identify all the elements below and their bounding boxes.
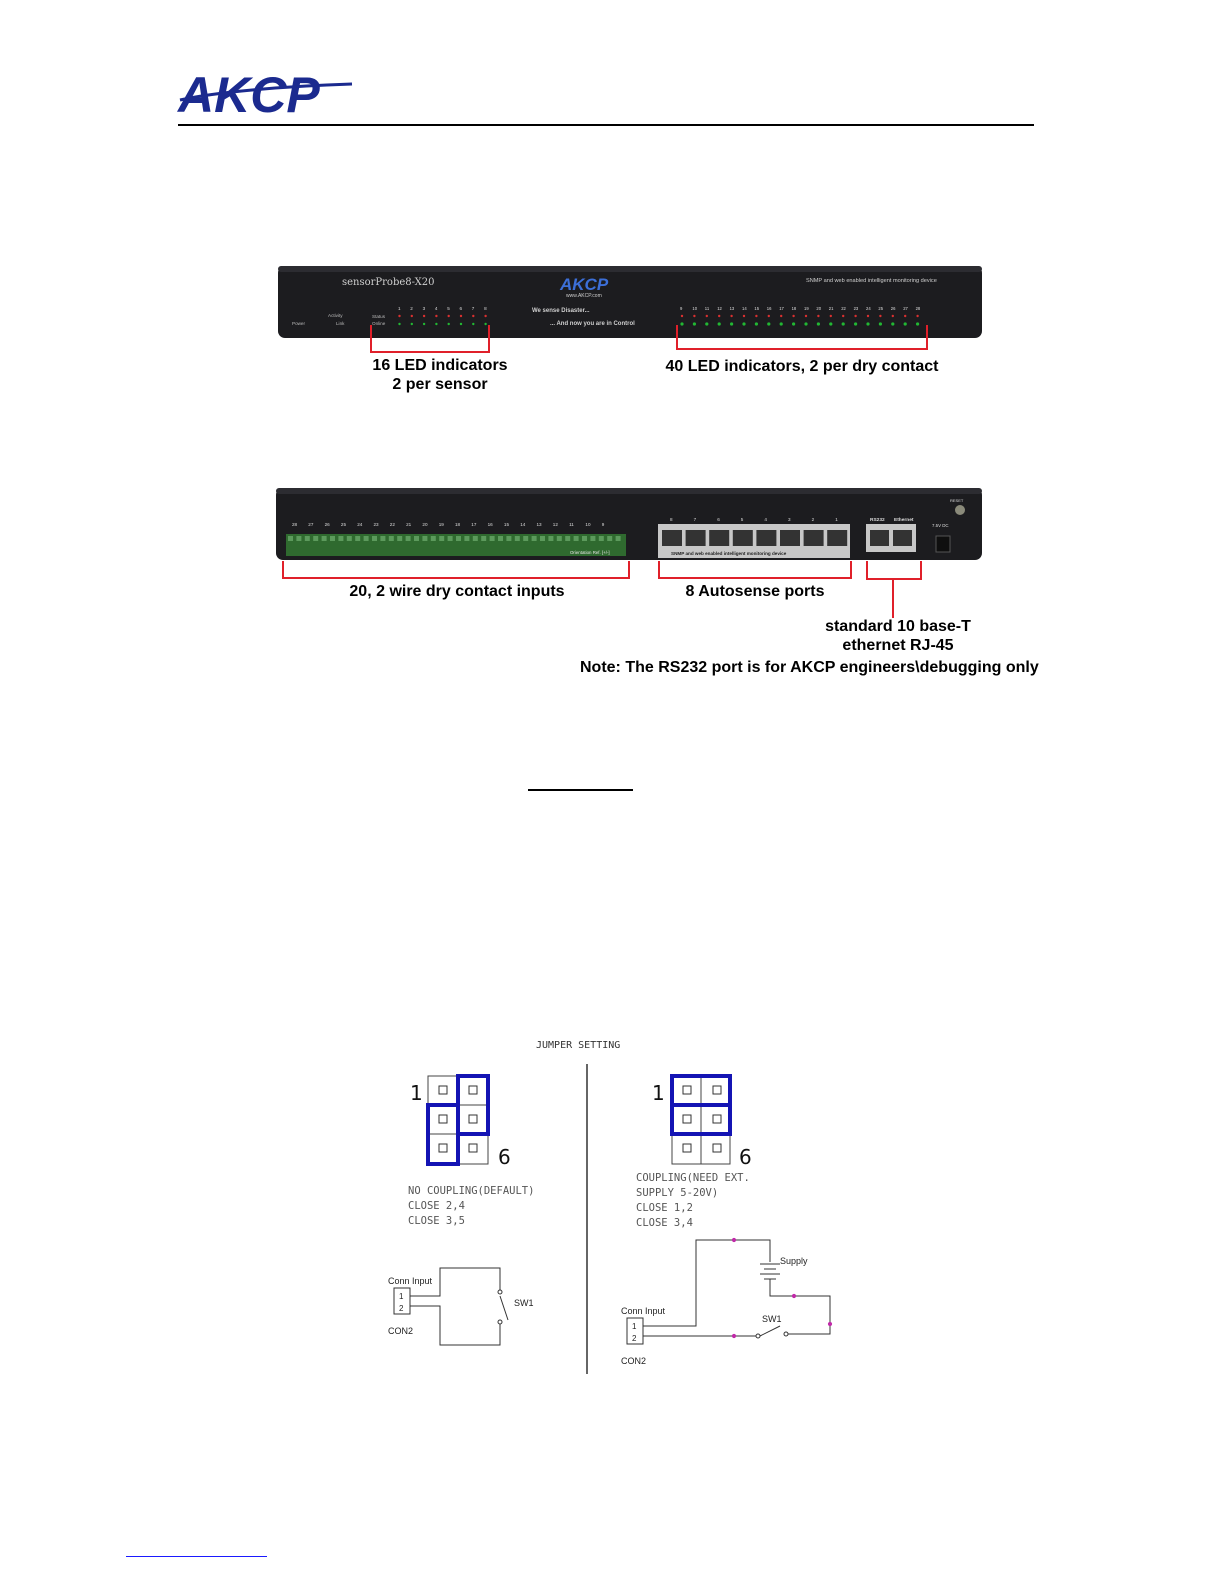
terminal-number: 21 [406,522,412,527]
terminal-number: 13 [536,522,542,527]
header-pin [439,1115,447,1123]
sensor-led-red [484,315,486,317]
bracket-dry-contacts [282,561,630,579]
header-pin [469,1115,477,1123]
contact-led-red [879,315,881,317]
header-pin [713,1144,721,1152]
port-number: 8 [670,517,673,522]
contact-led-red [730,315,732,317]
terminal-number: 9 [601,522,605,527]
left-setting-line-3: CLOSE 3,5 [408,1215,465,1227]
terminal-number: 28 [292,522,298,527]
contact-number: 12 [717,306,722,311]
callout-ethernet-line1: standard 10 base-T [825,618,971,635]
terminal-pin [322,536,327,541]
terminal-pin [557,536,562,541]
panel-slogan-1: We sense Disaster... [532,308,590,314]
terminal-pin [313,536,318,541]
terminal-number: 10 [585,522,591,527]
left-pin-1-label: 1 [410,1081,423,1105]
right-pin-6-label: 6 [739,1145,752,1169]
callout-ethernet [798,617,998,655]
label-power: Power [292,321,306,326]
terminal-pin [473,536,478,541]
terminal-pin [490,536,495,541]
contact-led-red [916,315,918,317]
terminal-pin [607,536,612,541]
terminal-pin [532,536,537,541]
header-pin [713,1115,721,1123]
terminal-pin [288,536,293,541]
port-number: 1 [835,517,838,522]
header-pin [683,1115,691,1123]
right-setting-line-2: SUPPLY 5-20V) [636,1187,719,1199]
sensor-led-red [435,315,437,317]
terminal-pin [456,536,461,541]
label-online: Online [372,321,386,326]
terminal-pin [481,536,486,541]
terminal-pin [515,536,520,541]
contact-number: 11 [704,306,710,311]
terminal-pin [565,536,570,541]
callout-sensor-leds-line1: 16 LED indicators [372,357,508,374]
label-activity: Activity [328,313,343,318]
port-number: 2 [811,517,815,522]
terminal-pin [305,536,310,541]
terminal-pin [364,536,369,541]
port-number: 5 [740,517,744,522]
contact-led-red [904,315,906,317]
panel-brand: AKCP [560,275,609,294]
port-number: 3 [788,517,791,522]
terminal-pin [338,536,343,541]
header-rule [178,124,1034,126]
right-sw1: SW1 [762,1314,782,1324]
sensor-led-red [448,315,450,317]
contact-led-red [792,315,794,317]
sensor-led-red [472,315,474,317]
contact-number: 14 [742,306,747,311]
power-label: 7.5V DC [932,523,949,528]
terminal-pin [397,536,402,541]
callout-sensor-leds-line2: 2 per sensor [392,376,488,393]
back-panel-image [274,486,984,562]
terminal-pin [406,536,411,541]
right-pin-1-label: 1 [652,1081,665,1105]
right-circuit [621,1238,832,1366]
terminal-number: 23 [373,522,379,527]
contact-number: 26 [890,306,896,311]
header-pin [439,1144,447,1152]
sensor-number: 8 [484,306,487,311]
contact-number: 9 [680,306,683,311]
terminal-number: 11 [569,522,574,527]
contact-led-red [768,315,770,317]
contact-led-red [743,315,745,317]
model-label: sensorProbe8-X20 [342,277,435,288]
terminal-number: 19 [438,522,444,527]
terminal-pin [355,536,360,541]
sensor-number: 6 [459,306,463,311]
callout-autosense: 8 Autosense ports [685,583,825,600]
terminal-number: 27 [308,522,314,527]
port-number: 7 [693,517,697,522]
sensor-number: 4 [434,306,438,311]
left-sw1: SW1 [514,1298,534,1308]
contact-led-red [842,315,844,317]
terminal-number: 22 [389,522,395,527]
contact-number: 17 [779,306,784,311]
contact-number: 27 [903,306,908,311]
panel-slogan-2: ... And now you are in Control [550,321,635,327]
orientation-label: Orientation Ref. [+/-] [570,550,610,555]
left-circuit [388,1268,534,1345]
sensor-number: 7 [471,306,475,311]
rj45-port [662,530,682,546]
ethernet-leader-line [892,579,894,618]
terminal-pin [422,536,427,541]
right-conn-input: Conn Input [621,1306,666,1316]
callout-dry-contacts: 20, 2 wire dry contact inputs [349,583,565,600]
section-heading-underline [528,789,633,791]
right-setting-line-1: COUPLING(NEED EXT. [636,1172,750,1184]
contact-led-red [780,315,782,317]
terminal-pin [389,536,394,541]
ethernet-label: Ethernet [894,518,914,523]
sensor-led-red [398,315,400,317]
footer-link-underline [126,1556,267,1557]
contact-number: 18 [791,306,797,311]
right-con2: CON2 [621,1356,647,1366]
right-conn-pin-2: 2 [632,1334,637,1343]
left-pin-6-label: 6 [498,1145,511,1169]
contact-number: 21 [828,306,834,311]
terminal-pin [347,536,352,541]
sensor-led-red [411,315,413,317]
sensor-number: 3 [422,306,426,311]
contact-led-red [867,315,869,317]
contact-led-red [718,315,720,317]
contact-number: 15 [754,306,760,311]
callout-contact-leds: 40 LED indicators, 2 per dry contact [665,358,939,375]
contact-led-red [817,315,819,317]
terminal-pin [498,536,503,541]
contact-led-red [681,315,683,317]
terminal-pin [380,536,385,541]
terminal-pin [540,536,545,541]
terminal-number: 26 [324,522,330,527]
reset-label: RESET [950,498,964,503]
terminal-number: 24 [357,522,363,527]
terminal-number: 14 [520,522,526,527]
logo-text: AKCP [178,67,320,122]
rj45-port [709,530,729,546]
contact-led-red [755,315,757,317]
terminal-pin [372,536,377,541]
terminal-pin [330,536,335,541]
right-setting-line-4: CLOSE 3,4 [636,1217,693,1229]
terminal-pin [590,536,595,541]
terminal-pin [523,536,528,541]
terminal-pin [439,536,444,541]
bracket-sensor-leds [370,325,490,353]
terminal-pin [574,536,579,541]
contact-number: 20 [816,306,822,311]
sensor-led-red [423,315,425,317]
contact-number: 22 [841,306,846,311]
left-conn-pin-1: 1 [399,1292,404,1301]
rs232-note: Note: The RS232 port is for AKCP engineers\debugging only [580,659,1039,676]
terminal-number: 16 [487,522,493,527]
contact-led-red [854,315,856,317]
terminal-pin [414,536,419,541]
terminal-pin [448,536,453,541]
bracket-contact-leds [676,325,928,350]
label-status: Status [372,314,386,319]
contact-number: 24 [866,306,871,311]
right-header-block [652,1076,752,1169]
terminal-number: 15 [503,522,510,527]
terminal-number: 20 [422,522,428,527]
akcp-logo [176,62,362,122]
contact-led-red [706,315,708,317]
port-number: 4 [764,517,767,522]
terminal-pin [582,536,587,541]
left-con2: CON2 [388,1326,414,1336]
contact-led-red [805,315,807,317]
right-supply: Supply [780,1256,808,1266]
contact-number: 10 [692,306,698,311]
rj45-port [780,530,800,546]
left-setting-line-1: NO COUPLING(DEFAULT) [408,1185,535,1197]
left-conn-input: Conn Input [388,1276,433,1286]
rj45-port [827,530,847,546]
contact-number: 19 [804,306,809,311]
bracket-autosense [658,561,852,579]
left-header-block [410,1076,511,1169]
right-setting-line-3: CLOSE 1,2 [636,1202,693,1214]
jumper-title: JUMPER SETTING [536,1040,621,1051]
terminal-pin [506,536,511,541]
terminal-number: 18 [455,522,461,527]
left-setting-line-2: CLOSE 2,4 [408,1200,465,1212]
terminal-pin [548,536,553,541]
callout-ethernet-line2: ethernet RJ-45 [842,637,954,654]
rj45-port [756,530,776,546]
rs232-label: RS232 [870,518,885,523]
header-pin [469,1086,477,1094]
contact-led-red [892,315,894,317]
terminal-number: 25 [340,522,347,527]
terminal-pin [431,536,436,541]
terminal-number: 12 [552,522,558,527]
contact-number: 25 [878,306,884,311]
header-pin [439,1086,447,1094]
contact-number: 23 [853,306,859,311]
rj45-port [804,530,824,546]
ports-label: SNMP and web enabled intelligent monitoring device [671,551,787,556]
terminal-pin [616,536,621,541]
contact-number: 28 [915,306,921,311]
header-pin [469,1144,477,1152]
contact-number: 16 [766,306,772,311]
sensor-number: 5 [447,306,450,311]
jumper-setting-diagram [384,1034,844,1380]
port-number: 6 [717,517,720,522]
callout-sensor-leds [360,356,520,394]
left-conn-pin-2: 2 [399,1304,404,1313]
panel-url: www.AKCP.com [566,293,602,299]
header-pin [683,1086,691,1094]
rj45-port [686,530,706,546]
terminal-pin [296,536,301,541]
label-link: Link [336,321,345,326]
terminal-number: 17 [471,522,477,527]
right-conn-pin-1: 1 [632,1322,637,1331]
rj45-port [733,530,753,546]
sensor-number: 2 [410,306,413,311]
contact-number: 13 [729,306,735,311]
header-pin [713,1086,721,1094]
terminal-pin [464,536,469,541]
contact-led-red [693,315,695,317]
terminal-pin [599,536,604,541]
header-pin [683,1144,691,1152]
panel-tagline: SNMP and web enabled intelligent monitoring device [806,278,937,284]
sensor-led-red [460,315,462,317]
contact-led-red [830,315,832,317]
reset-button [955,505,965,515]
sensor-number: 1 [398,306,401,311]
bracket-ethernet [866,561,922,580]
